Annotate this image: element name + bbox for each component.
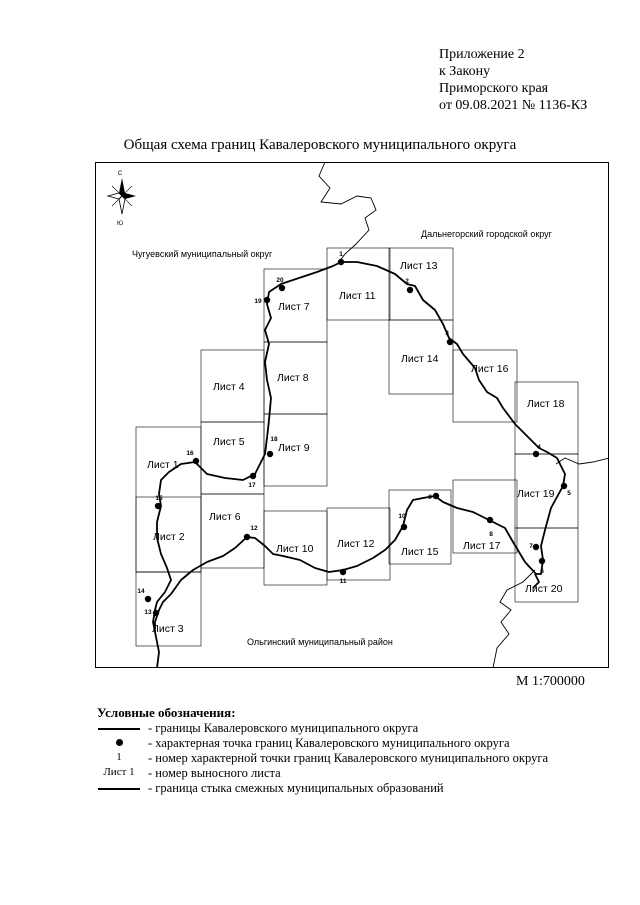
point-number: 12 (250, 525, 258, 532)
sheet-label: Лист 7 (278, 301, 310, 313)
legend-symbol-sheet: Лист 1 (103, 766, 135, 778)
point-number: 14 (137, 588, 145, 595)
boundary-point (250, 473, 256, 479)
junction-line-icon (97, 781, 141, 796)
compass-rose-icon (108, 171, 136, 227)
point-number: 3 (445, 330, 449, 337)
boundary-line-icon (97, 721, 141, 736)
legend-item-boundary (97, 721, 617, 736)
sheet-label: Лист 2 (153, 531, 185, 543)
sheet-frame (136, 427, 201, 572)
legend-text: - граница стыка смежных муниципальных образований (148, 781, 444, 795)
legend-title: Условные обозначения: (97, 705, 236, 720)
compass-south-label: Ю (116, 221, 124, 227)
appendix-line: от 09.08.2021 № 1136-КЗ (439, 98, 588, 113)
point-number: 15 (155, 495, 163, 502)
sheet-label: Лист 11 (339, 290, 376, 302)
point-number: 11 (339, 578, 347, 585)
legend-item-point-number (97, 751, 617, 766)
point-number: 1 (339, 251, 343, 258)
legend-symbol-number: 1 (116, 751, 122, 763)
sheet-label: Лист 1 (147, 459, 179, 471)
sheet-label: Лист 20 (525, 583, 563, 595)
sheet-label: Лист 5 (213, 436, 245, 448)
sheet-label: Лист 19 (517, 488, 555, 500)
point-number: 10 (398, 513, 406, 520)
boundary-point (279, 285, 285, 291)
point-number: 17 (248, 482, 256, 489)
sheet-label: Лист 14 (401, 353, 439, 365)
sheet-label: Лист 16 (471, 363, 509, 375)
boundary-point (447, 339, 453, 345)
sheet-frame (389, 248, 453, 320)
characteristic-points (145, 259, 567, 616)
boundary-point (244, 534, 250, 540)
boundary-point (533, 544, 539, 550)
boundary-point (153, 610, 159, 616)
boundary-point (145, 596, 151, 602)
boundary-point (533, 451, 539, 457)
boundary-point (487, 517, 493, 523)
point-number: 4 (537, 444, 541, 451)
point-number: 19 (254, 298, 262, 305)
sheet-label: Лист 12 (337, 538, 375, 550)
district-boundary (155, 262, 565, 668)
boundary-point (433, 493, 439, 499)
neighbour-boundary-east (556, 458, 609, 464)
boundary-point (155, 503, 161, 509)
appendix-line: Приморского края (439, 81, 549, 96)
boundary-map (95, 162, 609, 668)
point-number: 16 (186, 450, 194, 457)
sheet-label: Лист 8 (277, 372, 309, 384)
sheet-labels (147, 260, 565, 635)
region-label-dalnegorsky: Дальнегорский городской округ (421, 229, 552, 239)
point-number: 20 (276, 277, 284, 284)
sheet-frame (515, 382, 578, 454)
district-boundary (153, 262, 341, 632)
sheet-label: Лист 15 (401, 546, 439, 558)
sheet-label: Лист 17 (463, 540, 501, 552)
sheet-label: Лист 13 (400, 260, 438, 272)
compass-north-label: С (117, 171, 123, 177)
sheet-label: Лист 10 (276, 543, 314, 555)
point-number: 5 (567, 490, 571, 497)
point-number: 8 (489, 531, 493, 538)
appendix-line: к Закону (439, 64, 491, 79)
point-number: 18 (270, 436, 278, 443)
point-dot-icon (97, 736, 141, 751)
point-number: 7 (529, 543, 533, 550)
point-number: 9 (428, 494, 432, 501)
legend (97, 721, 617, 796)
point-numbers (137, 251, 571, 616)
sheet-label: Лист 3 (152, 623, 184, 635)
legend-item-sheet-number (97, 766, 617, 781)
boundary-point (407, 287, 413, 293)
map-scale: М 1:700000 (516, 674, 585, 689)
boundary-point (267, 451, 273, 457)
sheet-grid (136, 248, 578, 646)
sheet-frame (327, 248, 390, 320)
boundary-point (338, 259, 344, 265)
legend-text: - характерная точка границ Кавалеровского муниципального округа (148, 736, 510, 750)
boundary-point (539, 558, 545, 564)
legend-text: - границы Кавалеровского муниципального округа (148, 721, 419, 735)
sheet-label: Лист 4 (213, 381, 245, 393)
region-label-olginsky: Ольгинский муниципальный район (247, 637, 393, 647)
boundary-point (340, 569, 346, 575)
point-number: 2 (405, 278, 409, 285)
map-title: Общая схема границ Кавалеровского муниципального округа (123, 137, 517, 153)
region-label-chuguevsky: Чугуевский муниципальный округ (132, 249, 273, 259)
appendix-line: Приложение 2 (439, 47, 525, 62)
point-number: 13 (144, 609, 152, 616)
legend-item-junction (97, 781, 617, 796)
sheet-label: Лист 6 (209, 511, 241, 523)
appendix-header (439, 46, 629, 114)
sheet-frame (453, 350, 517, 422)
sheet-label: Лист 9 (278, 442, 310, 454)
boundary-point (193, 458, 199, 464)
neighbour-boundary-north (319, 162, 376, 262)
boundary-point (264, 297, 270, 303)
boundary-point (561, 483, 567, 489)
legend-text: - номер характерной точки границ Кавалеровского муниципального округа (148, 751, 549, 765)
legend-text: - номер выносного листа (148, 766, 281, 780)
point-number: 6 (540, 568, 544, 575)
boundary-point (401, 524, 407, 530)
legend-item-point (97, 736, 617, 751)
sheet-label: Лист 18 (527, 398, 565, 410)
